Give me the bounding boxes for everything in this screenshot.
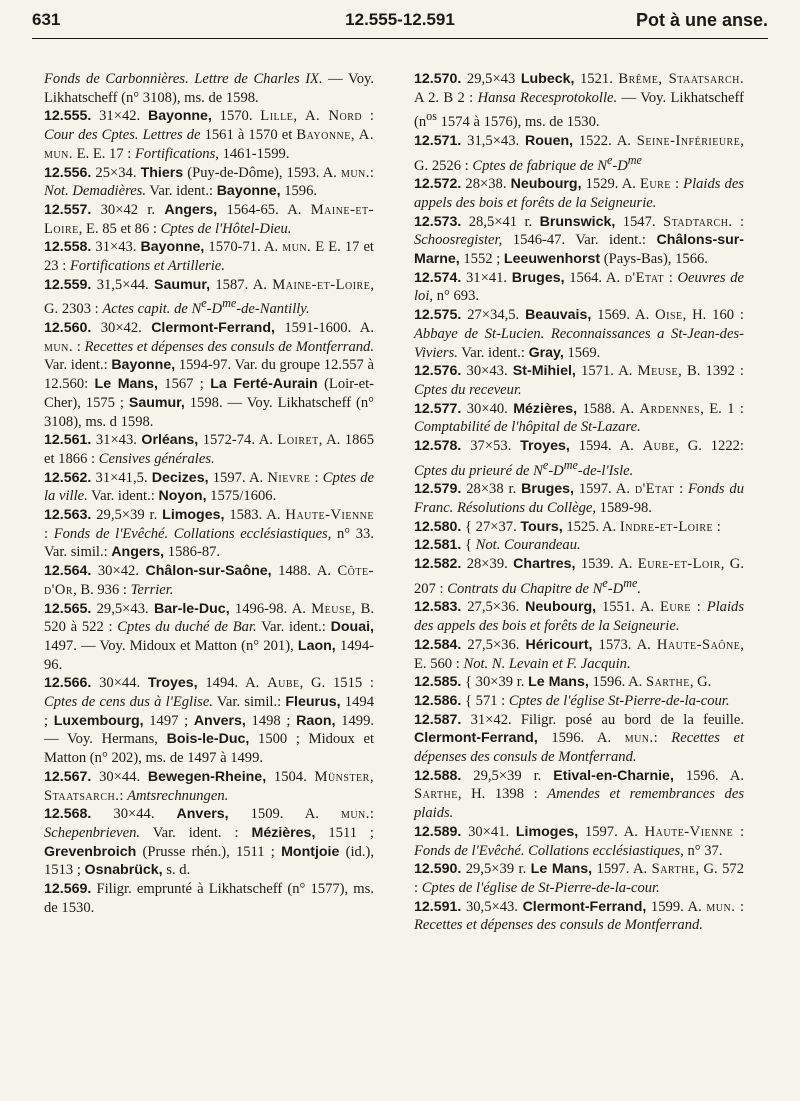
left-column [44,70,374,918]
catalog-entry: 12.568. 30×44. Anvers, 1509. A. mun.: Schepenbrieven. Var. ident. : Mézières, 1511 ; Grevenbroich (Prusse rhén.), 1511 ; Montjoie (id.), 1513 ; Osnabrück, s. d. [44,806,374,879]
catalog-entry: 12.570. 29,5×43 Lubeck, 1521. Brême, Staatsarch. A 2. B 2 : Hansa Recesprotokolle. — Voy. Likhatscheff ($n^{os}$ 1574 à 1576), ms. de 1530. [414,71,744,131]
page-number: 631 [32,10,61,29]
catalog-entry: 12.586. { 571 : Cptes de l'église St-Pierre-de-la-cour. [414,692,730,709]
entry-range: 12.555-12.591 [345,10,455,29]
catalog-entry: 12.575. 27×34,5. Beauvais, 1569. A. Oise, H. 160 : Abbaye de St-Lucien. Reconnaissances a St-Jean-des-Viviers. Var. ident.: Gray, 1569. [414,307,744,361]
catalog-entry: Fonds de Carbonnières. Lettre de Charles IX. — Voy. Likhatscheff (n° 3108), ms. de 1598. [44,71,374,106]
catalog-entry: 12.562. 31×41,5. Decizes, 1597. A. Nievre : Cptes de la ville. Var. ident.: Noyon, 1575/1606. [44,469,375,505]
catalog-entry: 12.585. { 30×39 r. Le Mans, 1596. A. Sarthe, G. [414,674,712,691]
catalog-entry: 12.578. 37×53. Troyes, 1594. A. Aube, G. 1222: Cptes du prieuré de $N^e-D^{me}-de-l'Isle$. [414,438,744,479]
catalog-entry: 12.569. Filigr. emprunté à Likhatscheff (n° 1577), ms. de 1530. [44,881,374,916]
catalog-entry: 12.588. 29,5×39 r. Etival-en-Charnie, 1596. A. Sarthe, H. 1398 : Amendes et remembrances des plaids. [414,767,745,822]
catalog-entry: 12.555. 31×42. Bayonne, 1570. Lille, A. Nord : Cour des Cptes. Lettres de 1561 à 1570 et Bayonne, A. mun. E. E. 17 : Fortifications, 1461-1599. [44,108,374,162]
catalog-entry: 12.577. 30×40. Mézières, 1588. A. Ardennes, E. 1 : Comptabilité de l'hôpital de St-Lazare. [414,400,744,436]
catalog-entry: 12.582. 28×39. Chartres, 1539. A. Eure-et-Loir, G. 207 : Contrats du Chapitre de $N^e-D^{me}$. [414,556,744,597]
catalog-entry: 12.581. { Not. Courandeau. [414,537,581,554]
catalog-entry: 12.566. 30×44. Troyes, 1494. A. Aube, G. 1515 : Cptes de cens dus à l'Eglise. Var. simil.: Fleurus, 1494 ; Luxembourg, 1497 ; Anvers, 1498 ; Raon, 1499. — Voy. Hermans, Bois-le-Duc, 1500 ; Midoux et Matton (n° 202), ms. de 1497 à 1499. [44,675,375,767]
catalog-entry: 12.564. 30×42. Châlon-sur-Saône, 1488. A. Côte-d'Or, B. 936 : Terrier. [44,563,374,598]
catalog-entry: 12.583. 27,5×36. Neubourg, 1551. A. Eure : Plaids des appels des bois et forêts de la Seigneurie. [414,599,744,635]
catalog-entry: 12.573. 28,5×41 r. Brunswick, 1547. Stadtarch. : Schoosregister, 1546-47. Var. ident.: Châlons-sur-Marne, 1552 ; Leeuwenhorst (Pays-Bas), 1566. [414,213,745,268]
catalog-entry: 12.584. 27,5×36. Héricourt, 1573. A. Haute-Saône, E. 560 : Not. N. Levain et F. Jacquin. [414,636,745,672]
right-column [414,70,744,935]
catalog-entry: 12.591. 30,5×43. Clermont-Ferrand, 1599. A. mun. : Recettes et dépenses des consuls de Montferrand. [414,898,744,934]
catalog-entry: 12.580. { 27×37. Tours, 1525. A. Indre-et-Loire : [414,518,721,535]
page-header [32,6,768,46]
catalog-entry: 12.574. 31×41. Bruges, 1564. A. d'Etat : Oeuvres de loi, n° 693. [414,269,744,305]
catalog-entry: 12.590. 29,5×39 r. Le Mans, 1597. A. Sarthe, G. 572 : Cptes de l'église de St-Pierre-de-la-cour. [414,861,744,896]
catalog-entry: 12.561. 31×43. Orléans, 1572-74. A. Loiret, A. 1865 et 1866 : Censives générales. [44,432,374,467]
catalog-entry: 12.558. 31×43. Bayonne, 1570-71. A. mun. E E. 17 et 23 : Fortifications et Artillerie. [44,239,374,275]
catalog-entry: 12.579. 28×38 r. Bruges, 1597. A. d'Etat : Fonds du Franc. Résolutions du Collège, 1589-98. [414,481,744,517]
section-title: Pot à une anse. [635,10,768,30]
catalog-entry: 12.557. 30×42 r. Angers, 1564-65. A. Maine-et-Loire, E. 85 et 86 : Cptes de l'Hôtel-Dieu. [44,201,374,237]
catalog-entry: 12.556. 25×34. Thiers (Puy-de-Dôme), 1593. A. mun.: Not. Demadières. Var. ident.: Bayonne, 1596. [44,164,374,200]
header-rule [32,38,768,39]
catalog-entry: 12.567. 30×44. Bewegen-Rheine, 1504. Münster, Staatsarch.: Amtsrechnungen. [44,768,374,804]
catalog-entry: 12.560. 30×42. Clermont-Ferrand, 1591-1600. A. mun. : Recettes et dépenses des consuls de Montferrand. Var. ident.: Bayonne, 1594-97. Var. du groupe 12.557 à 12.560: Le Mans, 1567 ; La Ferté-Aurain (Loir-et-Cher), 1575 ; Saumur, 1598. — Voy. Likhatscheff (n° 3108), ms. d 1598. [44,320,375,430]
catalog-entry: 12.571. 31,5×43. Rouen, 1522. A. Seine-Inférieure, G. 2526 : Cptes de fabrique de $N^e-D^{me}$ [414,132,744,174]
catalog-entry: 12.563. 29,5×39 r. Limoges, 1583. A. Haute-Vienne : Fonds de l'Evêché. Collations ecclésiastiques, n° 33. Var. simil.: Angers, 1586-87. [44,507,374,561]
catalog-entry: 12.559. 31,5×44. Saumur, 1587. A. Maine-et-Loire, G. 2303 : Actes capit. de $N^e-D^{me}-de$-Nantilly. [44,276,374,318]
catalog-entry: 12.565. 29,5×43. Bar-le-Duc, 1496-98. A. Meuse, B. 520 à 522 : Cptes du duché de Bar. Var. ident.: Douai, 1497. — Voy. Midoux et Matton (n° 201), Laon, 1494-96. [44,600,374,673]
catalog-entry: 12.589. 30×41. Limoges, 1597. A. Haute-Vienne : Fonds de l'Evêché. Collations ecclésiastiques, n° 37. [414,823,744,859]
catalog-entry: 12.587. 31×42. Filigr. posé au bord de la feuille. Clermont-Ferrand, 1596. A. mun.: Recettes et dépenses des consuls de Montferrand. [414,711,745,766]
catalog-entry: 12.576. 30×43. St-Mihiel, 1571. A. Meuse, B. 1392 : Cptes du receveur. [414,363,744,398]
catalog-entry: 12.572. 28×38. Neubourg, 1529. A. Eure : Plaids des appels des bois et forêts de la Seigneurie. [414,176,744,211]
